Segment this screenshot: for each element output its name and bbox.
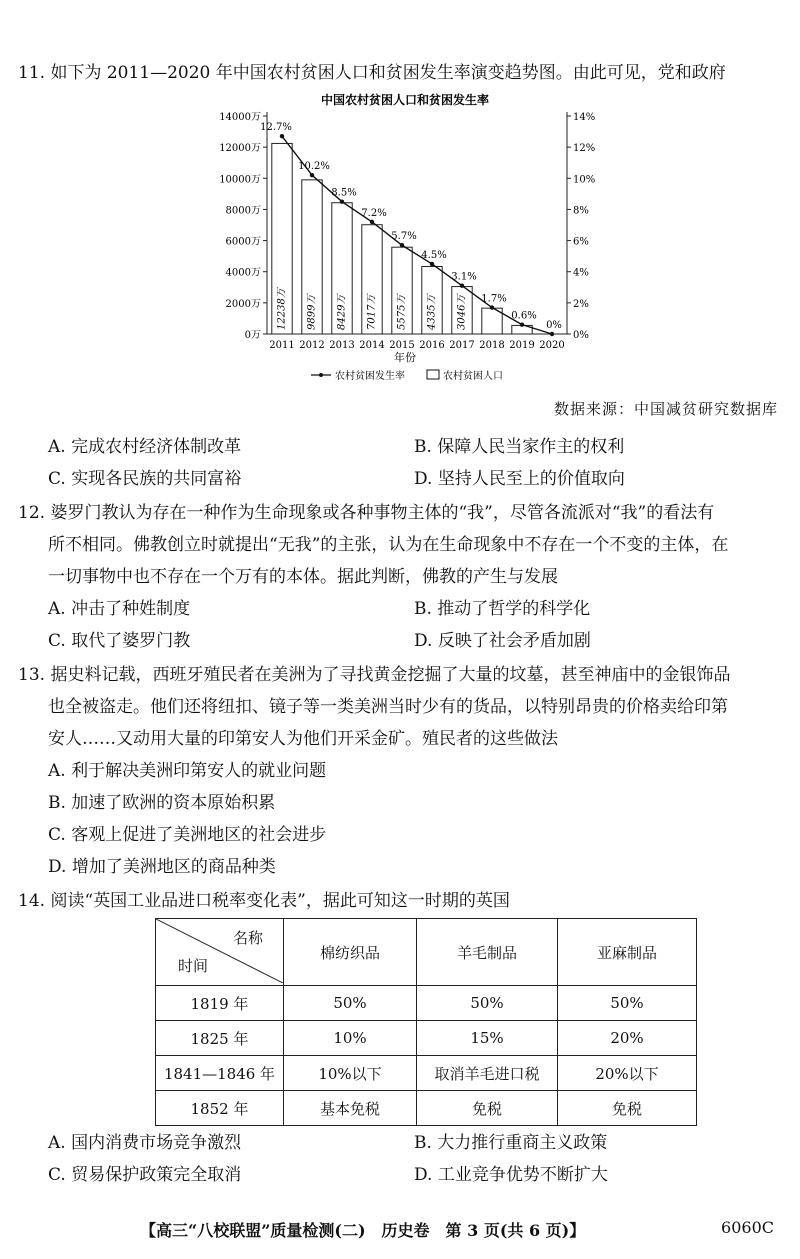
rate-label: 3.1% [451, 271, 477, 283]
rate-point [340, 199, 344, 203]
legend-label-rate: 农村贫困发生率 [335, 371, 405, 382]
q12-option-d[interactable]: D. 反映了社会矛盾加剧 [414, 631, 591, 651]
q12-option-b[interactable]: B. 推动了哲学的科学化 [414, 599, 591, 619]
q13-line-3: 安人……又动用大量的印第安人为他们开采金矿。殖民者的这些做法 [48, 729, 558, 749]
rate-label: 12.7% [260, 122, 292, 134]
table-row [156, 1056, 697, 1091]
q13-line-1: 13. 据史料记载，西班牙殖民者在美洲为了寻找黄金挖掘了大量的坟墓，甚至神庙中的金银饰品 [18, 665, 731, 685]
table-row [156, 1021, 697, 1056]
y-tick-label-right: 2% [573, 298, 589, 310]
rate-point [490, 305, 494, 309]
rate-label: 7.2% [361, 207, 387, 219]
y-tick-label-right: 4% [573, 267, 589, 279]
rate-point [430, 262, 434, 266]
data-source: 数据来源：中国减贫研究数据库 [553, 400, 778, 418]
rate-label: 8.5% [331, 187, 357, 199]
corner-label-name: 名称 [232, 929, 263, 947]
corner-label-time: 时间 [178, 957, 209, 975]
q14-option-c[interactable]: C. 贸易保护政策完全取消 [48, 1165, 242, 1185]
q14-option-b[interactable]: B. 大力推行重商主义政策 [414, 1133, 608, 1153]
q14-stem: 14. 阅读“英国工业品进口税率变化表”，据此可知这一时期的英国 [18, 891, 510, 911]
population-bar-label: 12238万 [276, 288, 288, 330]
q12-line-1: 12. 婆罗门教认为存在一种作为生命现象或各种事物主体的“我”，尽管各流派对“我”的看法有 [18, 503, 715, 523]
q11-option-c[interactable]: C. 实现各民族的共同富裕 [48, 469, 242, 489]
col-header-wool: 羊毛制品 [417, 919, 558, 986]
population-bar-label: 8429万 [336, 294, 348, 330]
q12-option-c[interactable]: C. 取代了婆罗门教 [48, 631, 191, 651]
cell-wool: 50% [417, 986, 558, 1021]
cell-wool: 15% [417, 1021, 558, 1056]
row-time: 1852 年 [156, 1091, 284, 1126]
x-tick-label: 2014 [359, 340, 385, 351]
y-tick-label-left: 14000万 [219, 112, 261, 123]
col-header-cotton: 棉纺织品 [284, 919, 417, 986]
rate-label: 4.5% [421, 249, 447, 261]
row-time: 1825 年 [156, 1021, 284, 1056]
cell-linen: 20%以下 [558, 1056, 697, 1091]
paper-code: 6060C [721, 1218, 774, 1237]
rate-point [520, 322, 524, 326]
x-tick-label: 2012 [299, 340, 325, 351]
population-bar-label: 9899万 [306, 294, 318, 330]
q11-option-a[interactable]: A. 完成农村经济体制改革 [48, 437, 242, 457]
y-tick-label-left: 0万 [244, 330, 261, 341]
y-tick-label-right: 14% [573, 112, 596, 123]
rate-label: 0% [546, 320, 562, 331]
q13-line-2: 也全被盗走。他们还将纽扣、镜子等一类美洲当时少有的货品，以特别昂贵的价格卖给印第 [48, 697, 728, 717]
y-tick-label-left: 10000万 [219, 174, 261, 186]
tariff-table [155, 918, 697, 1126]
chart-xlabel: 年份 [394, 351, 416, 364]
q13-option-d[interactable]: D. 增加了美洲地区的商品种类 [48, 857, 276, 877]
legend-line-marker [319, 373, 323, 377]
row-time: 1841—1846 年 [156, 1056, 284, 1091]
x-tick-label: 2017 [449, 340, 475, 351]
q11-stem: 11. 如下为 2011—2020 年中国农村贫困人口和贫困发生率演变趋势图。由此可见，党和政府 [18, 63, 726, 83]
table-row [156, 986, 697, 1021]
x-tick-label: 2019 [509, 340, 535, 351]
population-bar-label: 5575万 [396, 294, 408, 330]
y-tick-label-left: 8000万 [225, 205, 261, 217]
rate-point [400, 243, 404, 247]
chart-title: 中国农村贫困人口和贫困发生率 [320, 93, 490, 107]
rate-point [370, 220, 374, 224]
q13-option-b[interactable]: B. 加速了欧洲的资本原始积累 [48, 793, 276, 813]
q13-option-c[interactable]: C. 客观上促进了美洲地区的社会进步 [48, 825, 327, 845]
cell-cotton: 10%以下 [284, 1056, 417, 1091]
cell-linen: 20% [558, 1021, 697, 1056]
row-time: 1819 年 [156, 986, 284, 1021]
q12-option-a[interactable]: A. 冲击了种姓制度 [48, 599, 191, 619]
rate-point [460, 284, 464, 288]
y-tick-label-right: 6% [573, 236, 589, 248]
cell-wool: 取消羊毛进口税 [417, 1056, 558, 1091]
rate-label: 10.2% [298, 161, 330, 173]
legend-label-population: 农村贫困人口 [443, 371, 503, 382]
q14-option-a[interactable]: A. 国内消费市场竞争激烈 [48, 1133, 242, 1153]
y-tick-label-left: 12000万 [219, 143, 261, 155]
q12-line-2: 所不相同。佛教创立时就提出“无我”的主张，认为在生命现象中不存在一个不变的主体，在 [48, 535, 729, 555]
y-tick-label-right: 0% [573, 330, 589, 341]
cell-cotton: 50% [284, 986, 417, 1021]
y-tick-label-left: 4000万 [225, 267, 261, 279]
rate-label: 5.7% [391, 231, 417, 243]
y-tick-label-right: 8% [573, 205, 589, 217]
y-tick-label-right: 10% [573, 174, 596, 186]
q14-option-d[interactable]: D. 工业竞争优势不断扩大 [414, 1165, 608, 1185]
population-bar-label: 7017万 [366, 294, 378, 330]
y-tick-label-left: 2000万 [225, 298, 261, 310]
cell-linen: 50% [558, 986, 697, 1021]
rate-label: 0.6% [511, 310, 537, 322]
q13-option-a[interactable]: A. 利于解决美洲印第安人的就业问题 [48, 761, 327, 781]
cell-wool: 免税 [417, 1091, 558, 1126]
x-tick-label: 2020 [539, 340, 565, 351]
q11-option-d[interactable]: D. 坚持人民至上的价值取向 [414, 469, 625, 489]
page-footer: 【高三“八校联盟”质量检测(二) 历史卷 第 3 页(共 6 页)】 [140, 1221, 586, 1240]
x-tick-label: 2011 [269, 340, 295, 351]
poverty-chart [215, 86, 615, 386]
cell-cotton: 10% [284, 1021, 417, 1056]
rate-point [310, 173, 314, 177]
table-corner-cell [156, 919, 284, 986]
cell-linen: 免税 [558, 1091, 697, 1126]
cell-cotton: 基本免税 [284, 1091, 417, 1126]
col-header-linen: 亚麻制品 [558, 919, 697, 986]
table-row [156, 1091, 697, 1126]
population-bar-label: 4335万 [426, 294, 438, 330]
x-tick-label: 2018 [479, 340, 505, 351]
rate-label: 1.7% [481, 293, 507, 305]
x-tick-label: 2013 [329, 340, 355, 351]
y-tick-label-right: 12% [573, 143, 596, 155]
y-tick-label-left: 6000万 [225, 236, 261, 248]
rate-point [550, 332, 554, 336]
population-bar-label: 3046万 [456, 294, 468, 330]
q12-line-3: 一切事物中也不存在一个万有的本体。据此判断，佛教的产生与发展 [48, 567, 558, 587]
x-tick-label: 2015 [389, 340, 415, 351]
x-tick-label: 2016 [419, 340, 445, 351]
rate-point [280, 134, 284, 138]
legend-bar-symbol [427, 370, 439, 379]
q11-option-b[interactable]: B. 保障人民当家作主的权利 [414, 437, 625, 457]
